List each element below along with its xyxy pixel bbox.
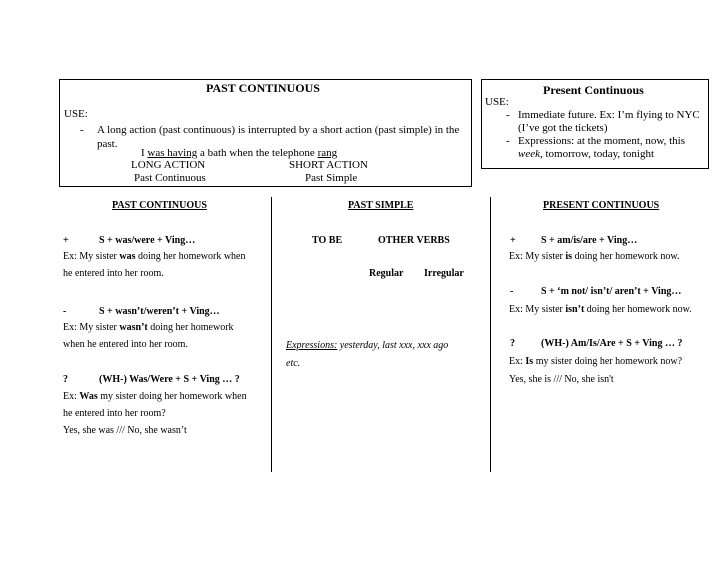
example-mid: a bath when the telephone xyxy=(197,147,318,159)
pc-minus-ex-bold: wasn’t xyxy=(119,322,148,333)
past-continuous-box-title: PAST CONTINUOUS xyxy=(206,81,320,95)
ps-to-be: TO BE xyxy=(312,235,343,246)
example-pre: I xyxy=(141,147,148,159)
prc-minus-ex-bold: isn’t xyxy=(565,304,585,315)
pc-minus-sign: - xyxy=(63,306,67,317)
pc-minus-example-2: when he entered into her room. xyxy=(63,339,188,350)
ps-expressions-label: Expressions: xyxy=(286,340,338,351)
prc-plus-form: S + am/is/are + Ving… xyxy=(541,235,638,246)
prc-question-answer: Yes, she is /// No, she isn't xyxy=(509,374,614,385)
long-action-tense: Past Continuous xyxy=(134,172,206,184)
column-divider-left xyxy=(271,197,272,472)
prc-question-sign: ? xyxy=(510,338,515,349)
pc-minus-ex-pre: Ex: My sister xyxy=(63,322,120,333)
present-continuous-box-title: Present Continuous xyxy=(543,83,644,97)
prc-q-ex-post: my sister doing her homework now? xyxy=(533,356,683,367)
ps-irregular: Irregular xyxy=(424,268,464,279)
ps-other-verbs: OTHER VERBS xyxy=(378,235,450,246)
prc-minus-ex-pre: Ex: My sister xyxy=(509,304,566,315)
present-continuous-use-1-line2: (I’ve got the tickets) xyxy=(518,122,608,134)
pc-minus-example-1 xyxy=(63,322,234,333)
prc-q-ex-bold: Is xyxy=(525,356,534,367)
prc-plus-ex-post: doing her homework now. xyxy=(572,251,680,262)
prc-q-ex-pre: Ex: xyxy=(509,356,526,367)
short-action-tense: Past Simple xyxy=(305,172,358,184)
pc-q-ex-post: my sister doing her homework when xyxy=(97,391,247,402)
pc-plus-form: S + was/were + Ving… xyxy=(99,235,196,246)
prc-plus-example xyxy=(509,251,679,262)
ps-expressions-etc: etc. xyxy=(286,358,301,369)
past-continuous-example-sentence xyxy=(141,147,337,159)
present-continuous-header: PRESENT CONTINUOUS xyxy=(543,200,660,211)
pc-plus-sign: + xyxy=(63,235,69,246)
prc-minus-form: S + ‘m not/ isn’t/ aren’t + Ving… xyxy=(541,286,682,297)
present-continuous-use-label: USE: xyxy=(485,96,509,108)
ps-expressions-text: yesterday, last xxx, xxx ago xyxy=(337,340,449,351)
prc-plus-sign: + xyxy=(510,235,516,246)
expressions-rest: , tomorrow, today, tonight xyxy=(539,148,655,160)
present-continuous-bullet-2: - xyxy=(506,135,510,147)
present-continuous-use-2-line2 xyxy=(518,148,654,160)
pc-plus-example-2: he entered into her room. xyxy=(63,268,164,279)
prc-minus-sign: - xyxy=(510,286,514,297)
past-continuous-use-line1: A long action (past continuous) is interrupted by a short action (past simple) in the xyxy=(97,124,460,136)
pc-minus-form: S + wasn’t/weren’t + Ving… xyxy=(99,306,220,317)
prc-minus-ex-post: doing her homework now. xyxy=(584,304,692,315)
prc-question-form: (WH-) Am/Is/Are + S + Ving … ? xyxy=(541,338,683,349)
present-continuous-use-1-line1: Immediate future. Ex: I’m flying to NYC xyxy=(518,109,700,121)
prc-minus-example xyxy=(509,304,692,315)
past-simple-header: PAST SIMPLE xyxy=(348,200,414,211)
pc-minus-ex-post: doing her homework xyxy=(147,322,234,333)
expressions-week: week xyxy=(518,148,540,160)
pc-q-ex-pre: Ex: xyxy=(63,391,80,402)
short-action-label: SHORT ACTION xyxy=(289,159,368,171)
ps-expressions xyxy=(286,340,448,351)
past-continuous-use-label: USE: xyxy=(64,108,88,120)
pc-question-example-2: he entered into her room? xyxy=(63,408,166,419)
prc-plus-ex-bold: is xyxy=(565,251,573,262)
pc-question-answer: Yes, she was /// No, she wasn’t xyxy=(63,425,187,436)
example-long-action: was having xyxy=(147,147,198,159)
prc-question-example xyxy=(509,356,682,367)
pc-question-sign: ? xyxy=(63,374,68,385)
past-continuous-bullet: - xyxy=(80,124,84,136)
pc-question-form: (WH-) Was/Were + S + Ving … ? xyxy=(99,374,240,385)
past-continuous-header: PAST CONTINUOUS xyxy=(112,200,207,211)
ps-regular: Regular xyxy=(369,268,404,279)
pc-question-example-1 xyxy=(63,391,247,402)
present-continuous-bullet-1: - xyxy=(506,109,510,121)
long-action-label: LONG ACTION xyxy=(131,159,206,171)
past-continuous-use-line2: past. xyxy=(97,138,118,150)
pc-plus-example-1 xyxy=(63,251,246,262)
pc-plus-ex-pre: Ex: My sister xyxy=(63,251,120,262)
pc-plus-ex-bold: was xyxy=(119,251,136,262)
example-short-action: rang xyxy=(317,147,338,159)
present-continuous-use-2-line1: Expressions: at the moment, now, this xyxy=(518,135,686,147)
pc-q-ex-bold: Was xyxy=(79,391,98,402)
column-divider-right xyxy=(490,197,491,472)
pc-plus-ex-post: doing her homework when xyxy=(135,251,246,262)
prc-plus-ex-pre: Ex: My sister xyxy=(509,251,566,262)
